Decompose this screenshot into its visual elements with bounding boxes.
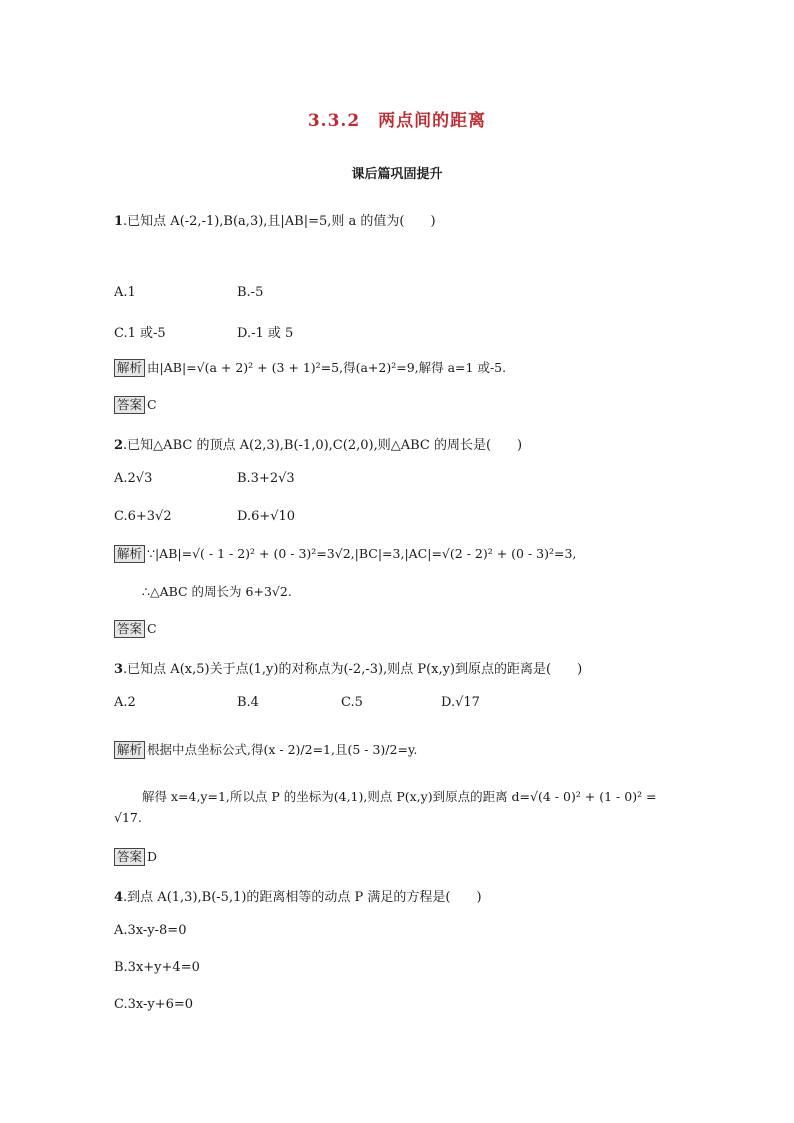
section-subtitle: 课后篇巩固提升 bbox=[351, 167, 443, 182]
option-c: C.5 bbox=[341, 695, 363, 710]
solution-2-line-2: ∴△ABC 的周长为 6+3√2. bbox=[142, 584, 292, 599]
solution-text: ∵|AB|=√( - 1 - 2)² + (0 - 3)²=3√2,|BC|=3,|AC|=√(2 - 2)² + (0 - 3)²=3, bbox=[147, 546, 577, 561]
option-c: C.6+3√2 bbox=[114, 509, 172, 524]
answer-label: 答案 bbox=[114, 620, 145, 638]
answer-label: 答案 bbox=[114, 396, 145, 414]
question-4 bbox=[114, 886, 482, 905]
answer-value: C bbox=[147, 397, 157, 412]
answer-label: 答案 bbox=[114, 848, 145, 866]
question-stem: .已知△ABC 的顶点 A(2,3),B(-1,0),C(2,0),则△ABC 的周长是( ) bbox=[123, 438, 523, 453]
option-c: C.1 或-5 bbox=[114, 326, 166, 341]
option-a: A.2 bbox=[114, 695, 136, 710]
question-number: 2 bbox=[114, 438, 124, 453]
solution-2 bbox=[114, 545, 576, 563]
option-d: D.-1 或 5 bbox=[237, 326, 294, 341]
solution-text: 根据中点坐标公式,得(x - 2)/2=1,且(5 - 3)/2=y. bbox=[147, 742, 418, 757]
question-3 bbox=[114, 658, 582, 677]
option-d: D.√17 bbox=[441, 695, 480, 710]
option-b: B.-5 bbox=[237, 285, 264, 300]
answer-value: D bbox=[147, 849, 158, 864]
option-b: B.3+2√3 bbox=[237, 471, 295, 486]
solution-label: 解析 bbox=[114, 359, 145, 377]
answer-value: C bbox=[147, 621, 157, 636]
option-a: A.3x-y-8=0 bbox=[114, 923, 187, 938]
answer-2 bbox=[114, 620, 157, 638]
option-a: A.1 bbox=[114, 285, 136, 300]
answer-3 bbox=[114, 848, 157, 866]
solution-3-line-3: √17. bbox=[114, 810, 142, 825]
option-b: B.3x+y+4=0 bbox=[114, 960, 200, 975]
question-stem: .已知点 A(-2,-1),B(a,3),且|AB|=5,则 a 的值为( ) bbox=[123, 214, 436, 229]
question-number: 1 bbox=[114, 214, 124, 229]
page-title: 3.3.2 两点间的距离 bbox=[307, 111, 487, 131]
question-number: 3 bbox=[114, 662, 124, 677]
solution-label: 解析 bbox=[114, 741, 145, 759]
solution-3 bbox=[114, 740, 417, 759]
question-2 bbox=[114, 434, 522, 453]
option-a: A.2√3 bbox=[114, 471, 153, 486]
question-stem: .到点 A(1,3),B(-5,1)的距离相等的动点 P 满足的方程是( ) bbox=[123, 890, 482, 905]
solution-1 bbox=[114, 358, 506, 377]
option-b: B.4 bbox=[237, 695, 259, 710]
solution-text: 由|AB|=√(a + 2)² + (3 + 1)²=5,得(a+2)²=9,解得 a=1 或-5. bbox=[147, 360, 507, 375]
question-stem: .已知点 A(x,5)关于点(1,y)的对称点为(-2,-3),则点 P(x,y)到原点的距离是( ) bbox=[123, 662, 583, 677]
question-number: 4 bbox=[114, 890, 124, 905]
answer-1 bbox=[114, 396, 157, 414]
solution-label: 解析 bbox=[114, 545, 145, 563]
option-c: C.3x-y+6=0 bbox=[114, 997, 194, 1012]
question-1 bbox=[114, 210, 436, 229]
option-d: D.6+√10 bbox=[237, 509, 296, 524]
solution-3-line-2: 解得 x=4,y=1,所以点 P 的坐标为(4,1),则点 P(x,y)到原点的距离 d=√(4 - 0)² + (1 - 0)² = bbox=[142, 789, 657, 804]
